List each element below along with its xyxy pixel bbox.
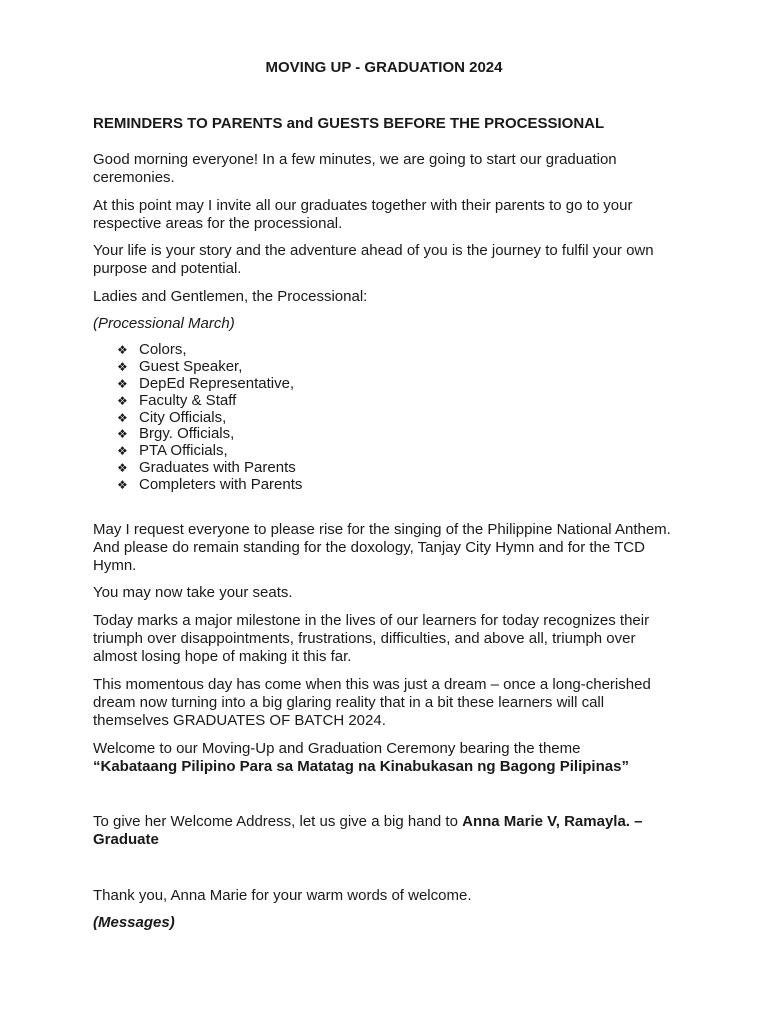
paragraph-greeting: Good morning everyone! In a few minutes, we are going to start our graduation ceremonies.	[93, 151, 617, 187]
processional-list-item-label: Completers with Parents	[139, 475, 303, 493]
diamond-bullet-icon: ❖	[117, 427, 128, 442]
processional-list-item	[117, 426, 683, 443]
paragraph-welcome-address	[93, 813, 683, 850]
processional-march-note: (Processional March)	[93, 315, 235, 333]
document-body	[93, 151, 683, 941]
diamond-bullet-icon: ❖	[117, 343, 128, 358]
diamond-bullet-icon: ❖	[117, 376, 128, 391]
processional-list-item	[117, 477, 683, 494]
diamond-bullet-icon: ❖	[117, 460, 128, 475]
paragraph-milestone: Today marks a major milestone in the lives of our learners for today recognizes their triumph over disappointments, frustrations, difficulties, and above all, triumph over almost losing hope of making it this far.	[93, 611, 650, 666]
processional-list-item-label: Colors,	[139, 341, 187, 359]
reminders-heading: REMINDERS TO PARENTS and GUESTS BEFORE THE PROCESSIONAL	[93, 115, 605, 132]
theme-intro: Welcome to our Moving-Up and Graduation Ceremony bearing the theme	[93, 739, 581, 757]
paragraph-take-seats: You may now take your seats.	[93, 584, 293, 602]
diamond-bullet-icon: ❖	[117, 444, 128, 459]
processional-list-item-label: Graduates with Parents	[139, 458, 296, 476]
paragraph-thank-you: Thank you, Anna Marie for your warm words of welcome.	[93, 886, 472, 904]
document-title: MOVING UP - GRADUATION 2024	[265, 59, 503, 76]
paragraph-life-story: Your life is your story and the adventure ahead of you is the journey to fulfil your own purpose and potential.	[93, 242, 654, 278]
processional-list-item-label: Faculty & Staff	[139, 391, 237, 409]
diamond-bullet-icon: ❖	[117, 477, 128, 492]
diamond-bullet-icon: ❖	[117, 393, 128, 408]
processional-list-item-label: Guest Speaker,	[139, 358, 243, 376]
diamond-bullet-icon: ❖	[117, 410, 128, 425]
processional-list-item-label: PTA Officials,	[139, 442, 228, 460]
processional-list-item	[117, 443, 683, 460]
messages-note: (Messages)	[93, 914, 175, 931]
processional-list-item	[117, 460, 683, 477]
theme-text: “Kabataang Pilipino Para sa Matatag na Kinabukasan ng Bagong Pilipinas”	[93, 757, 629, 775]
processional-list-item	[117, 376, 683, 393]
paragraph-invitation: At this point may I invite all our graduates together with their parents to go to your respective areas for the processional.	[93, 196, 633, 232]
processional-list-item	[117, 359, 683, 376]
processional-list-item-label: City Officials,	[139, 408, 227, 426]
processional-list-item	[117, 342, 683, 359]
diamond-bullet-icon: ❖	[117, 360, 128, 375]
paragraph-processional-intro: Ladies and Gentlemen, the Processional:	[93, 287, 368, 305]
processional-list-item-label: Brgy. Officials,	[139, 425, 235, 443]
welcome-address-speaker: Anna Marie V, Ramayla. – Graduate	[93, 813, 643, 849]
processional-list-item	[117, 393, 683, 410]
processional-list	[93, 342, 683, 493]
paragraph-momentous-day: This momentous day has come when this was just a dream – once a long-cherished dream now turning into a big glaring reality that in a bit these learners will call themselves GRADUATES OF BATCH 2024.	[93, 675, 651, 730]
welcome-address-intro: To give her Welcome Address, let us give a big hand to	[93, 813, 463, 831]
paragraph-theme	[93, 740, 683, 777]
processional-list-item	[117, 410, 683, 427]
paragraph-anthem: May I request everyone to please rise for the singing of the Philippine National Anthem. And please do remain standing for the doxology, Tanjay City Hymn and for the TCD Hymn.	[93, 520, 671, 575]
processional-list-item-label: DepEd Representative,	[139, 374, 295, 392]
